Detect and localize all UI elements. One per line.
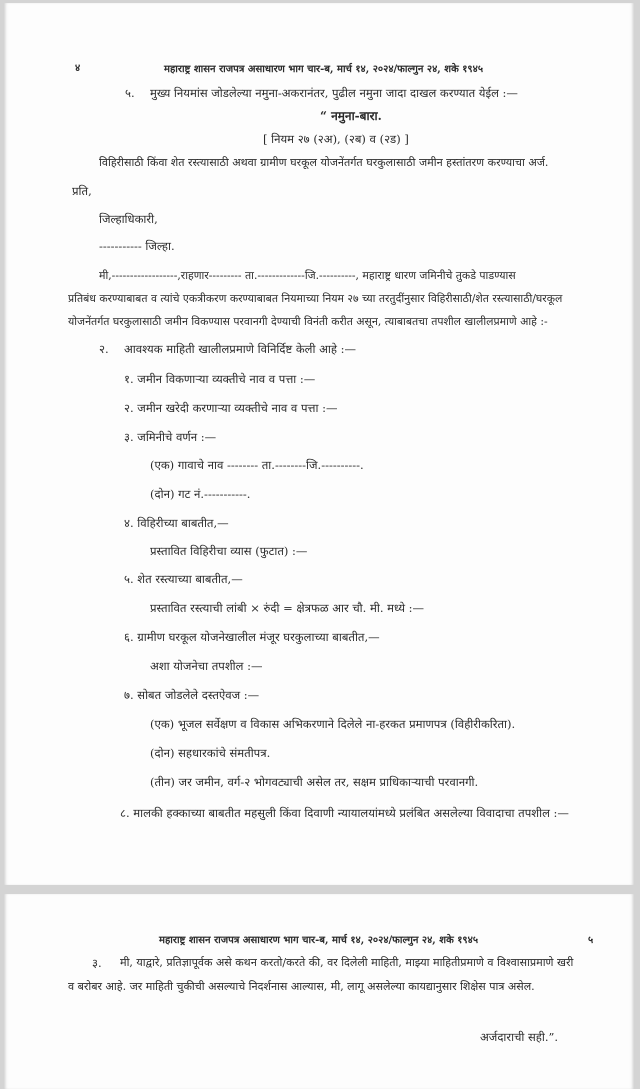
sub-village-name: (एक) गावाचे नाव -------- ता.--------जि.----------.	[150, 458, 364, 472]
running-header: महाराष्ट्र शासन राजपत्र असाधारण भाग चार-ब, मार्च १४, २०२४/फाल्गुन २४, शके १९४५	[164, 64, 484, 75]
item-well: ४. विहिरीच्या बाबतीत,—	[124, 516, 229, 530]
item-land-description: ३. जमिनीचे वर्णन :—	[124, 430, 217, 444]
applicant-line-2: प्रतिबंध करण्याबाबत व त्यांचे एकत्रीकरण करण्याबाबत नियमाच्या नियम २७ च्या तरतुदींनुसार विहिरीसाठी/शेत रस्त्यासाठी/घरकूल	[68, 292, 563, 305]
item-buyer: २. जमीन खरेदी करणाऱ्या व्यक्तीचे नाव व पत्ता :—	[124, 401, 338, 415]
section-heading: आवश्यक माहिती खालीलप्रमाणे विनिर्दिष्ट केली आहे :—	[124, 342, 356, 356]
sub-noc: (एक) भूजल सर्वेक्षण व विकास अभिकरणाने दिलेले ना-हरकत प्रमाणपत्र (विहीरीकरिता).	[150, 717, 516, 731]
section-number: २.	[99, 342, 109, 356]
addressee: जिल्हाधिकारी,	[99, 212, 158, 226]
applicant-line-1: मी,------------------,राहणार--------- ता.-------------जि.----------, महाराष्ट्र धारण जमिनीचे तुकडे पाडण्यास	[99, 269, 516, 282]
form-subject: विहिरीसाठी किंवा शेत रस्त्यासाठी अथवा ग्रामीण घरकूल योजनेंतर्गत घरकुलासाठी जमीन हस्तांतरण करण्याचा अर्ज.	[99, 156, 549, 169]
declaration-line-1: मी, याद्वारे, प्रतिज्ञापूर्वक असे कथन करतो/करते की, वर दिलेली माहिती, माझ्या माहितीप्रमाणे व विश्वासाप्रमाणे खरी	[120, 956, 574, 969]
to-label: प्रति,	[72, 184, 92, 198]
page-number: ४	[75, 63, 81, 74]
clause-number: ५.	[125, 86, 135, 100]
applicant-signature: अर्जदाराची सही.”.	[480, 1030, 559, 1044]
page-number: ५	[588, 935, 594, 946]
item-attached-documents: ७. सोबत जोडलेले दस्तऐवज :—	[124, 688, 260, 702]
sub-road-area: प्रस्तावित रस्त्याची लांबी × रुंदी = क्षेत्रफळ आर चौ. मी. मध्ये :—	[150, 601, 425, 615]
sub-well-diameter: प्रस्तावित विहिरीचा व्यास (फुटात) :—	[150, 544, 308, 558]
gazette-page-4	[4, 3, 634, 885]
sub-consent-letter: (दोन) सहधारकांचे संमतीपत्र.	[150, 746, 271, 760]
clause-text: मुख्य नियमांस जोडलेल्या नमुना-अकरानंतर, पुढील नमुना जादा दाखल करण्यात येईल :—	[150, 86, 518, 100]
gazette-page-5	[4, 894, 634, 1089]
applicant-line-3: योजनेंतर्गत घरकुलासाठी जमीन विकण्यास परवानगी देण्याची विनंती करीत असून, त्याबाबतचा तपशील खालीलप्रमाणे आहे :-	[68, 315, 548, 328]
form-rule-reference: [ नियम २७ (२अ), (२ब) व (२ड) ]	[263, 132, 409, 146]
item-seller: १. जमीन विकणाऱ्या व्यक्तीचे नाव व पत्ता :—	[124, 372, 316, 386]
item-farm-road: ५. शेत रस्त्याच्या बाबतीत,—	[124, 572, 243, 586]
sub-gat-number: (दोन) गट नं.-----------.	[150, 487, 251, 501]
sub-scheme-details: अशा योजनेचा तपशील :—	[150, 659, 263, 673]
item-gharkul: ६. ग्रामीण घरकूल योजनेखालील मंजूर घरकुलाच्या बाबतीत,—	[124, 630, 380, 644]
district-line: ----------- जिल्हा.	[99, 239, 175, 253]
running-header: महाराष्ट्र शासन राजपत्र असाधारण भाग चार-ब, मार्च १४, २०२४/फाल्गुन २४, शके १९४५	[159, 935, 479, 946]
item-pending-disputes: ८. मालकी हक्काच्या बाबतीत महसुली किंवा दिवाणी न्यायालयांमध्ये प्रलंबित असलेल्या विवादाचा तपशील :—	[120, 806, 569, 820]
sub-authority-permission: (तीन) जर जमीन, वर्ग-२ भोगवट्याची असेल तर, सक्षम प्राधिकाऱ्याची परवानगी.	[150, 775, 479, 789]
declaration-number: ३.	[92, 956, 102, 970]
form-title: “ नमुना-बारा.	[320, 109, 382, 123]
declaration-line-2: व बरोबर आहे. जर माहिती चुकीची असल्याचे निदर्शनास आल्यास, मी, लागू असलेल्या कायद्यानुसार शिक्षेस पात्र असेल.	[68, 980, 535, 993]
